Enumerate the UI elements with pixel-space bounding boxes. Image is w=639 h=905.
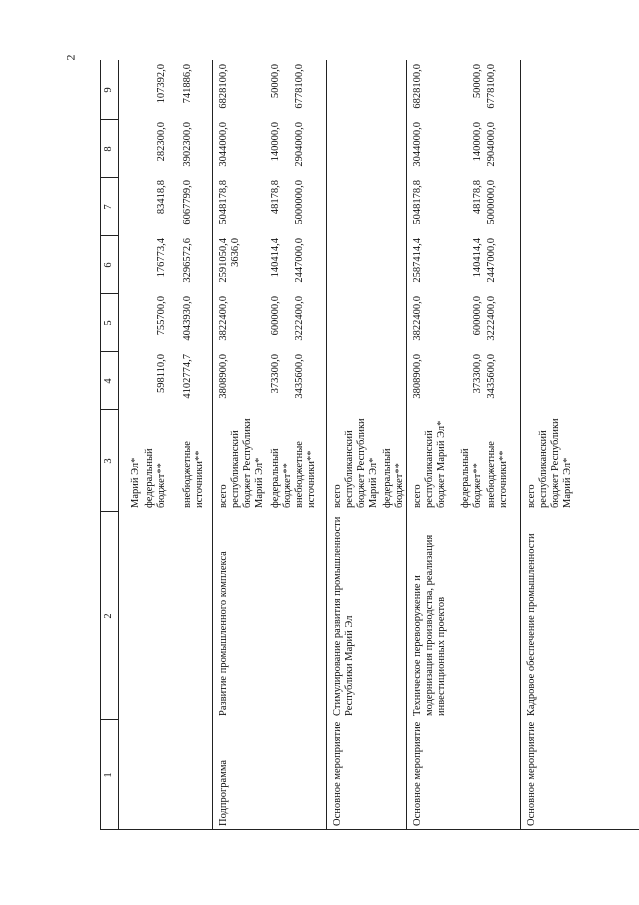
section-3-row-3-v8: 140000,0 bbox=[472, 122, 483, 162]
cont-row-3-v8: 3902300,0 bbox=[182, 122, 193, 167]
cont-row-1-label: Марий Эл* bbox=[130, 457, 141, 508]
section-3-row-1-v6: 2587414,4 bbox=[412, 238, 423, 283]
section-2-row-1-label: всего bbox=[332, 484, 343, 508]
header-col-7: 7 bbox=[103, 204, 114, 210]
section-4-row-1-label: всего bbox=[526, 484, 537, 508]
section-3-row-3-label: федеральный бюджет** bbox=[460, 448, 483, 508]
cont-row-2-v9: 107392,0 bbox=[156, 64, 167, 104]
section-3-row-3-v9: 50000,0 bbox=[472, 64, 483, 99]
section-3-row-4-v7: 5000000,0 bbox=[486, 180, 497, 225]
section-3-c1: Основное мероприятие bbox=[412, 721, 423, 826]
section-1-row-3-v6: 140414,4 bbox=[270, 238, 281, 278]
section-3-row-2-label: республиканский бюджет Марий Эл* bbox=[424, 420, 447, 508]
cont-row-3-v7: 6067799,0 bbox=[182, 180, 193, 225]
section-1-row-3-v4: 373300,0 bbox=[270, 354, 281, 394]
section-1-row-1-v4: 3808900,0 bbox=[218, 354, 229, 399]
section-2-row-2-label: республиканский бюджет Республики Марий Эл* bbox=[344, 418, 379, 508]
section-3-row-1-v7: 5048178,8 bbox=[412, 180, 423, 225]
section-1-c1: Подпрограмма bbox=[218, 759, 229, 826]
section-1-c2: Развитие промышленного комплекса bbox=[218, 551, 229, 716]
section-1-row-4-v9: 6778100,0 bbox=[294, 64, 305, 109]
section-2-c2: Стимулирование развития промышленности Республики Марий Эл bbox=[332, 516, 355, 716]
section-3-row-4-label: внебюджетные источники** bbox=[486, 441, 509, 508]
section-1-row-2-v6: 3636,0 bbox=[230, 238, 241, 267]
section-3-row-1-v8: 3044000,0 bbox=[412, 122, 423, 167]
header-col-5: 5 bbox=[103, 320, 114, 326]
section-1-row-4-v6: 2447000,0 bbox=[294, 238, 305, 283]
section-1-row-3-v7: 48178,8 bbox=[270, 180, 281, 215]
section-1-row-1-v5: 3822400,0 bbox=[218, 296, 229, 341]
section-3-row-1-v9: 6828100,0 bbox=[412, 64, 423, 109]
section-1-row-1-v8: 3044000,0 bbox=[218, 122, 229, 167]
section-3-row-4-v5: 3222400,0 bbox=[486, 296, 497, 341]
cont-row-3-v6: 3296572,6 bbox=[182, 238, 193, 283]
section-4-c2: Кадровое обеспечение промышленности bbox=[526, 533, 537, 716]
section-1-row-3-label: федеральный бюджет** bbox=[270, 448, 293, 508]
section-3-row-4-v6: 2447000,0 bbox=[486, 238, 497, 283]
section-3-row-1-v5: 3822400,0 bbox=[412, 296, 423, 341]
cont-row-3-v9: 741886,0 bbox=[182, 64, 193, 104]
header-col-1: 1 bbox=[103, 772, 114, 778]
header-col-9: 9 bbox=[103, 87, 114, 93]
section-3-row-3-v6: 140414,4 bbox=[472, 238, 483, 278]
section-3-row-4-v4: 3435600,0 bbox=[486, 354, 497, 399]
header-col-3: 3 bbox=[103, 458, 114, 464]
section-3-row-3-v7: 48178,8 bbox=[472, 180, 483, 215]
section-1-row-4-v7: 5000000,0 bbox=[294, 180, 305, 225]
section-3-row-1-v4: 3808900,0 bbox=[412, 354, 423, 399]
section-1-row-3-v8: 140000,0 bbox=[270, 122, 281, 162]
section-3-row-4-v8: 2904000,0 bbox=[486, 122, 497, 167]
section-3-c2: Техническое перевооружение и модернизация производства, реализация инвестиционных проектов bbox=[412, 534, 447, 716]
section-3-row-3-v5: 600000,0 bbox=[472, 296, 483, 336]
cont-row-3-v4: 4102774,7 bbox=[182, 354, 193, 399]
cont-row-3-label: внебюджетные источники** bbox=[182, 441, 205, 508]
section-1-row-4-v8: 2904000,0 bbox=[294, 122, 305, 167]
section-1-row-1-v7: 5048178,8 bbox=[218, 180, 229, 225]
cont-row-2-v4: 598110,0 bbox=[156, 354, 167, 393]
section-1-row-3-v9: 50000,0 bbox=[270, 64, 281, 99]
cont-row-2-v8: 282300,0 bbox=[156, 122, 167, 162]
cont-row-2-v7: 83418,8 bbox=[156, 180, 167, 215]
cont-row-3-v5: 4043930,0 bbox=[182, 296, 193, 341]
section-3-row-3-v4: 373300,0 bbox=[472, 354, 483, 394]
section-2-row-3-label: федеральный бюджет** bbox=[382, 448, 405, 508]
section-3-row-4-v9: 6778100,0 bbox=[486, 64, 497, 109]
section-1-row-4-v5: 3222400,0 bbox=[294, 296, 305, 341]
section-3-row-1-label: всего bbox=[412, 484, 423, 508]
header-col-4: 4 bbox=[103, 378, 114, 384]
section-1-row-1-label: всего bbox=[218, 484, 229, 508]
table-rotated bbox=[100, 60, 639, 830]
section-4-row-2-label: республиканский бюджет Республики Марий Эл* bbox=[538, 418, 573, 508]
section-1-row-4-label: внебюджетные источники** bbox=[294, 441, 317, 508]
header-col-2: 2 bbox=[103, 613, 114, 619]
page-number: 2 bbox=[63, 54, 78, 61]
section-4-c1: Основное мероприятие bbox=[526, 721, 537, 826]
cont-row-2-v6: 176773,4 bbox=[156, 238, 167, 278]
section-2-c1: Основное мероприятие bbox=[332, 721, 343, 826]
section-1-row-3-v5: 600000,0 bbox=[270, 296, 281, 336]
cont-row-2-v5: 755700,0 bbox=[156, 296, 167, 336]
cont-row-2-label: федеральный бюджет** bbox=[144, 448, 167, 508]
header-col-8: 8 bbox=[103, 146, 114, 152]
header-col-6: 6 bbox=[103, 262, 114, 268]
section-1-row-1-v6: 2591050,4 bbox=[218, 238, 229, 283]
section-1-row-2-label: республиканский бюджет Республики Марий Эл* bbox=[230, 418, 265, 508]
section-1-row-1-v9: 6828100,0 bbox=[218, 64, 229, 109]
section-1-row-4-v4: 3435600,0 bbox=[294, 354, 305, 399]
